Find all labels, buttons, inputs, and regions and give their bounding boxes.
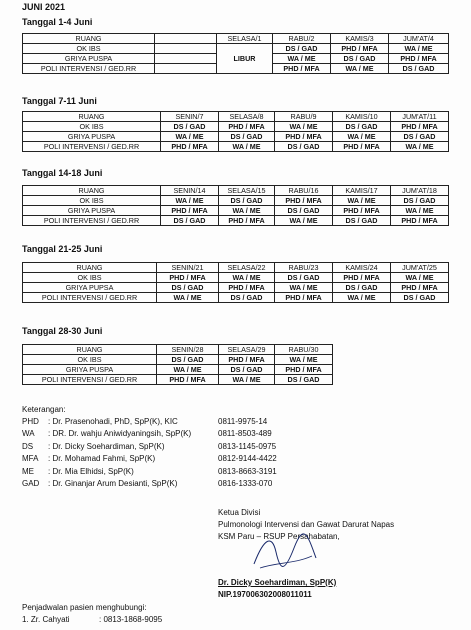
- table-cell: WA / ME: [157, 365, 219, 375]
- table-cell: DS / GAD: [157, 283, 219, 293]
- header-cell: KAMIS/10: [333, 112, 391, 122]
- legend-code: GAD: [22, 478, 40, 488]
- legend-item: [22, 466, 322, 478]
- legend-code: ME: [22, 466, 34, 476]
- legend-title: Keterangan:: [22, 405, 66, 414]
- table-cell: PHD / MFA: [333, 206, 391, 216]
- header-cell: SENIN/28: [157, 345, 219, 355]
- header-cell: SELASA/15: [219, 186, 275, 196]
- legend-list: [22, 416, 322, 490]
- room-cell: POLI INTERVENSI / GED.RR: [23, 216, 161, 226]
- table-cell: PHD / MFA: [219, 355, 275, 365]
- header-cell: SENIN/7: [161, 112, 219, 122]
- table-cell: WA / ME: [275, 355, 333, 365]
- table-cell: PHD / MFA: [275, 132, 333, 142]
- table-cell: DS / GAD: [275, 142, 333, 152]
- room-cell: GRIYA PUPSA: [23, 283, 157, 293]
- week-3-title: Tanggal 14-18 Juni: [22, 168, 103, 178]
- week-4-table: [22, 262, 449, 303]
- legend-doctor: : Dr. Prasenohadi, PhD, SpP(K), KIC: [48, 417, 178, 426]
- table-cell: DS / GAD: [161, 122, 219, 132]
- table-cell: [155, 44, 217, 54]
- table-cell: WA / ME: [275, 216, 333, 226]
- table-cell: PHD / MFA: [161, 206, 219, 216]
- room-cell: GRIYA PUSPA: [23, 54, 155, 64]
- table-cell: PHD / MFA: [391, 122, 449, 132]
- room-cell: OK IBS: [23, 273, 157, 283]
- table-cell: PHD / MFA: [333, 142, 391, 152]
- table-cell: WA / ME: [275, 283, 333, 293]
- header-cell: KAMIS/24: [333, 263, 391, 273]
- table-cell: WA / ME: [161, 132, 219, 142]
- legend-code: MFA: [22, 454, 39, 464]
- header-cell: JUM'AT/25: [391, 263, 449, 273]
- table-cell: PHD / MFA: [219, 283, 275, 293]
- holiday-cell: LIBUR: [217, 44, 273, 74]
- table-cell: PHD / MFA: [161, 142, 219, 152]
- table-cell: DS / GAD: [389, 64, 449, 74]
- table-cell: WA / ME: [273, 54, 331, 64]
- table-cell: DS / GAD: [391, 293, 449, 303]
- header-cell: SENIN/14: [161, 186, 219, 196]
- week-2-title: Tanggal 7-11 Juni: [22, 96, 97, 106]
- header-cell: JUM'AT/4: [389, 34, 449, 44]
- table-cell: WA / ME: [333, 293, 391, 303]
- table-cell: DS / GAD: [333, 122, 391, 132]
- header-cell: SELASA/29: [219, 345, 275, 355]
- table-cell: DS / GAD: [333, 283, 391, 293]
- room-cell: OK IBS: [23, 44, 155, 54]
- table-cell: PHD / MFA: [275, 196, 333, 206]
- table-cell: DS / GAD: [275, 206, 333, 216]
- week-2-table: [22, 111, 449, 152]
- legend-doctor: : Dr. Ginanjar Arum Desianti, SpP(K): [48, 478, 178, 488]
- table-cell: DS / GAD: [157, 355, 219, 365]
- table-cell: PHD / MFA: [275, 365, 333, 375]
- legend-code: PHD: [22, 417, 39, 426]
- table-cell: PHD / MFA: [333, 273, 391, 283]
- week-5-title: Tanggal 28-30 Juni: [22, 326, 103, 336]
- header-cell: RABU/9: [275, 112, 333, 122]
- table-cell: WA / ME: [161, 196, 219, 206]
- header-cell: RUANG: [23, 263, 157, 273]
- legend-phone: 0816-1333-070: [218, 478, 273, 488]
- room-cell: OK IBS: [23, 122, 161, 132]
- footer-contact-phone: : 0813-1868-9095: [99, 615, 163, 624]
- legend-doctor: : DR. Dr. wahju Aniwidyaningsih, SpP(K): [48, 429, 192, 439]
- legend-item: [22, 478, 322, 490]
- table-cell: PHD / MFA: [331, 44, 389, 54]
- header-cell: RUANG: [23, 34, 155, 44]
- table-cell: WA / ME: [389, 44, 449, 54]
- table-cell: [155, 54, 217, 64]
- legend-phone: 0811-8503-489: [218, 429, 272, 439]
- room-cell: OK IBS: [23, 355, 157, 365]
- table-cell: DS / GAD: [161, 216, 219, 226]
- table-cell: DS / GAD: [391, 132, 449, 142]
- signature-institution: KSM Paru – RSUP Persahabatan,: [218, 532, 340, 541]
- legend-doctor: : Dr. Mohamad Fahmi, SpP(K): [48, 454, 156, 464]
- signatory-name: Dr. Dicky Soehardiman, SpP(K): [218, 578, 337, 587]
- table-cell: WA / ME: [333, 132, 391, 142]
- header-cell: SENIN/21: [157, 263, 219, 273]
- legend-phone: 0811-9975-14: [218, 417, 268, 426]
- legend-item: [22, 416, 322, 428]
- table-cell: DS / GAD: [219, 132, 275, 142]
- week-5-table: [22, 344, 449, 385]
- legend-doctor: : Dr. Mia Elhidsi, SpP(K): [48, 466, 134, 476]
- header-cell: SELASA/22: [219, 263, 275, 273]
- table-cell: DS / GAD: [273, 44, 331, 54]
- room-cell: GRIYA PUSPA: [23, 206, 161, 216]
- table-cell: PHD / MFA: [219, 122, 275, 132]
- room-cell: POLI INTERVENSI / GED.RR: [23, 64, 155, 74]
- table-cell: WA / ME: [275, 122, 333, 132]
- header-cell: RABU/2: [273, 34, 331, 44]
- table-cell: PHD / MFA: [389, 54, 449, 64]
- table-cell: PHD / MFA: [157, 273, 219, 283]
- header-cell: [155, 34, 217, 44]
- footer-title: Penjadwalan pasien menghubungi:: [22, 603, 147, 612]
- table-cell: DS / GAD: [275, 273, 333, 283]
- week-4-title: Tanggal 21-25 Juni: [22, 244, 103, 254]
- legend-item: [22, 453, 322, 465]
- legend-item: [22, 428, 322, 440]
- header-cell: RUANG: [23, 186, 161, 196]
- header-cell: KAMIS/17: [333, 186, 391, 196]
- legend-code: DS: [22, 441, 34, 451]
- week-3-table: [22, 185, 449, 226]
- signature-division: Pulmonologi Intervensi dan Gawat Darurat Napas: [218, 520, 395, 529]
- table-cell: DS / GAD: [275, 375, 333, 385]
- table-cell: PHD / MFA: [273, 64, 331, 74]
- header-cell: JUM'AT/18: [391, 186, 449, 196]
- table-cell: PHD / MFA: [391, 283, 449, 293]
- table-cell: WA / ME: [331, 64, 389, 74]
- table-cell: DS / GAD: [391, 196, 449, 206]
- room-cell: POLI INTERVENSI / GED.RR: [23, 375, 157, 385]
- header-cell: RABU/30: [275, 345, 333, 355]
- header-cell: RABU/16: [275, 186, 333, 196]
- table-cell: PHD / MFA: [219, 216, 275, 226]
- table-cell: WA / ME: [219, 375, 275, 385]
- room-cell: POLI INTERVENSI / GED.RR: [23, 293, 157, 303]
- table-cell: PHD / MFA: [275, 293, 333, 303]
- room-cell: GRIYA PUSPA: [23, 132, 161, 142]
- header-cell: RUANG: [23, 345, 157, 355]
- table-cell: WA / ME: [391, 142, 449, 152]
- table-cell: DS / GAD: [219, 196, 275, 206]
- table-cell: WA / ME: [391, 206, 449, 216]
- table-cell: DS / GAD: [331, 54, 389, 64]
- table-cell: WA / ME: [219, 142, 275, 152]
- handwritten-signature: [250, 528, 320, 578]
- legend-phone: 0812-9144-4422: [218, 454, 277, 464]
- legend-doctor: : Dr. Dicky Soehardiman, SpP(K): [48, 441, 165, 451]
- header-cell: RUANG: [23, 112, 161, 122]
- week-1-title: Tanggal 1-4 Juni: [22, 17, 93, 27]
- signature-role: Ketua Divisi: [218, 508, 261, 517]
- signatory-nip: NIP.197006302008011011: [218, 590, 312, 599]
- header-cell: KAMIS/3: [331, 34, 389, 44]
- room-cell: POLI INTERVENSI / GED.RR: [23, 142, 161, 152]
- table-cell: WA / ME: [391, 273, 449, 283]
- table-cell: [155, 64, 217, 74]
- legend-code: WA: [22, 429, 35, 439]
- week-1-table: [22, 33, 449, 74]
- room-cell: GRIYA PUSPA: [23, 365, 157, 375]
- table-cell: DS / GAD: [219, 293, 275, 303]
- footer-contact-name: 1. Zr. Cahyati: [22, 615, 70, 624]
- header-cell: JUM'AT/11: [391, 112, 449, 122]
- table-cell: WA / ME: [219, 206, 275, 216]
- table-cell: PHD / MFA: [391, 216, 449, 226]
- document-title: JUNI 2021: [22, 2, 66, 12]
- table-cell: WA / ME: [219, 273, 275, 283]
- header-cell: SELASA/8: [219, 112, 275, 122]
- table-cell: WA / ME: [333, 196, 391, 206]
- room-cell: OK IBS: [23, 196, 161, 206]
- legend-phone: 0813-8663-3191: [218, 466, 277, 476]
- table-cell: WA / ME: [157, 293, 219, 303]
- table-cell: PHD / MFA: [157, 375, 219, 385]
- table-cell: DS / GAD: [333, 216, 391, 226]
- header-cell: RABU/23: [275, 263, 333, 273]
- legend-phone: 0813-1145-0975: [218, 441, 277, 451]
- table-cell: DS / GAD: [219, 365, 275, 375]
- legend-item: [22, 441, 322, 453]
- header-cell: SELASA/1: [217, 34, 273, 44]
